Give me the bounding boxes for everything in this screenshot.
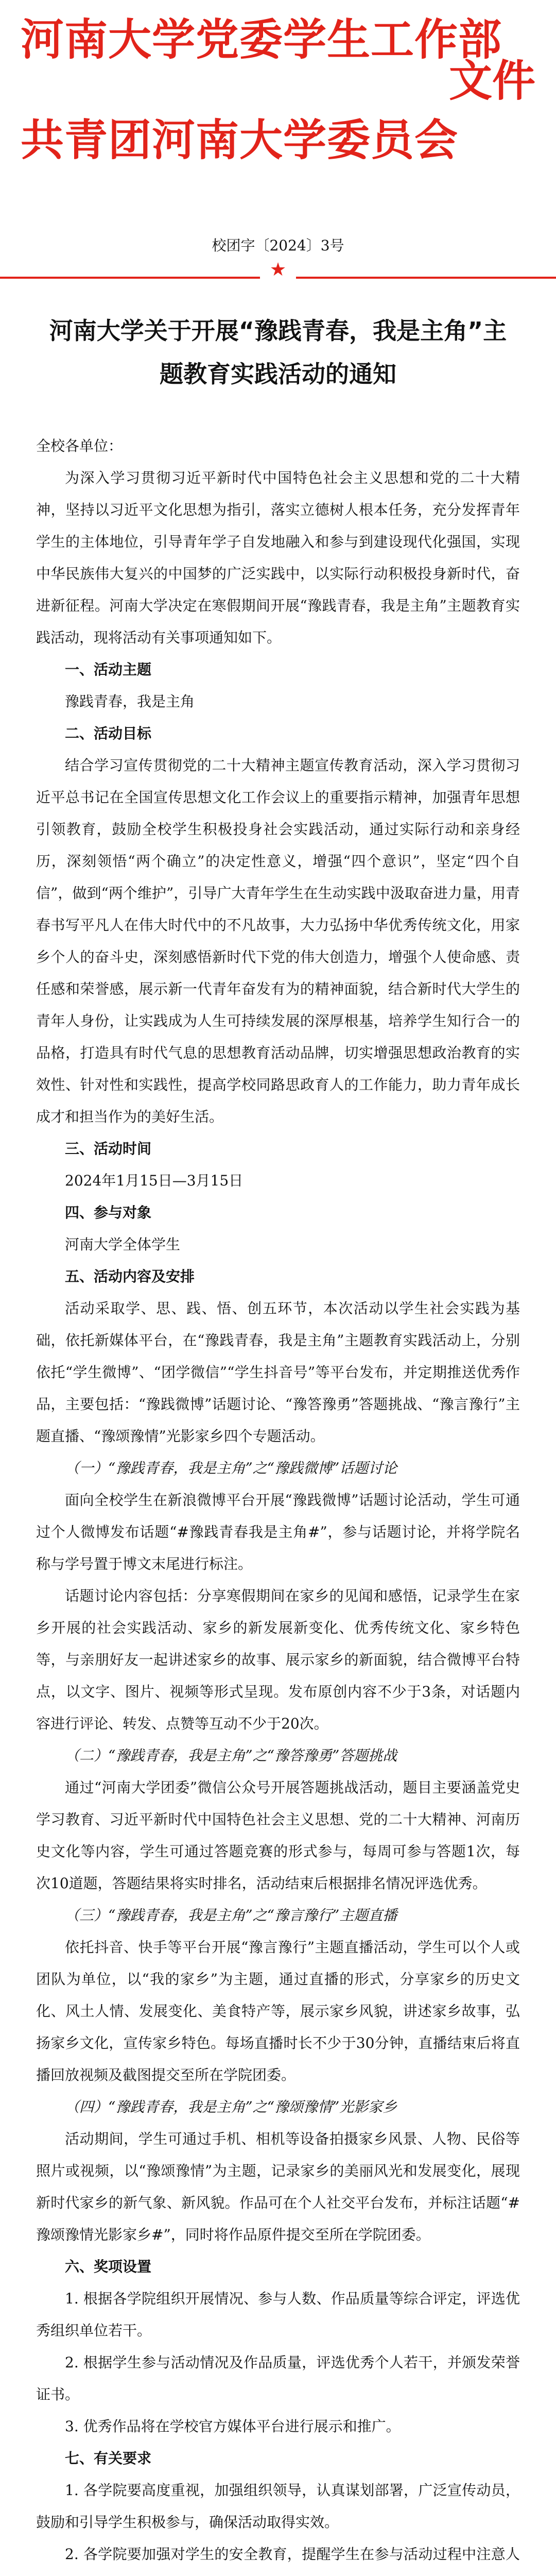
document-header	[0, 0, 556, 227]
body-paragraph: 结合学习宣传贯彻党的二十大精神主题宣传教育活动，深入学习贯彻习近平总书记在全国宣传思想文化工作会议上的重要指示精神，加强青年思想引领教育，鼓励全校学生积极投身社会实践活动，通过实际行动和亲身经历，深刻领悟“两个确立”的决定性意义，增强“四个意识”，坚定“四个自信”，做到“两个维护”，引导广大青年学生在生动实践中汲取奋进力量，用青春书写平凡人在伟大时代中的不凡故事，大力弘扬中华优秀传统文化，用家乡个人的奋斗史，深刻感悟新时代下党的伟大创造力，增强个人使命感、责任感和荣誉感，展示新一代青年奋发有为的精神面貌，结合新时代大学生的青年人身份，让实践成为人生可持续发展的深厚根基，培养学生知行合一的品格，打造具有时代气息的思想教育活动品牌，切实增强思想政治教育的实效性、针对性和实践性，提高学校同路思政育人的工作能力，助力青年成长成才和担当作为的美好生活。	[36, 757, 520, 1125]
section-heading: 三、活动时间	[65, 1140, 152, 1157]
document-label: 文件	[448, 56, 535, 106]
subsection-heading: （三）“豫践青春，我是主角”之“豫言豫行”主题直播	[65, 1907, 397, 1924]
document-body	[36, 430, 520, 2576]
body-paragraph: 通过“河南大学团委”微信公众号开展答题挑战活动，题目主要涵盖党史学习教育、习近平新时代中国特色社会主义思想、党的二十大精神、河南历史文化等内容，学生可通过答题竞赛的形式参与，每周可参与答题1次，每次10道题，答题结果将实时排名，活动结束后根据排名情况评选优秀。	[36, 1779, 520, 1892]
salutation: 全校各单位：	[36, 437, 123, 454]
body-paragraph: 依托抖音、快手等平台开展“豫言豫行”主题直播活动，学生可以个人或团队为单位，以“我的家乡”为主题，通过直播的形式，分享家乡的历史文化、风土人情、发展变化、美食特产等，展示家乡风貌，讲述家乡故事，弘扬家乡文化，宣传家乡特色。每场直播时长不少于30分钟，直播结束后将直播回放视频及截图提交至所在学院团委。	[36, 1939, 520, 2083]
document-title: 河南大学关于开展“豫践青春，我是主角”主题教育实践活动的通知	[49, 317, 507, 388]
header-divider-right	[296, 277, 556, 279]
body-paragraph: 1. 各学院要高度重视，加强组织领导，认真谋划部署，广泛宣传动员，鼓励和引导学生积极参与，确保活动取得实效。	[36, 2482, 520, 2531]
body-paragraph: 为深入学习贯彻习近平新时代中国特色社会主义思想和党的二十大精神，坚持以习近平文化思想为指引，落实立德树人根本任务，充分发挥青年学生的主体地位，引导青年学子自发地融入和参与到建设现代化强国，实现中华民族伟大复兴的中国梦的广泛实践中，以实际行动积极投身新时代，奋进新征程。河南大学决定在寒假期间开展“豫践青春，我是主角”主题教育实践活动，现将活动有关事项通知如下。	[36, 469, 520, 646]
header-divider-left	[0, 277, 260, 279]
star-icon: ★	[269, 259, 287, 280]
body-paragraph: 1. 根据各学院组织开展情况、参与人数、作品质量等综合评定，评选优秀组织单位若干。	[36, 2290, 520, 2339]
issuing-org-line-1: 河南大学党委学生工作部	[21, 14, 502, 65]
body-paragraph: 2. 根据学生参与活动情况及作品质量，评选优秀个人若干，并颁发荣誉证书。	[36, 2354, 520, 2403]
body-paragraph: 3. 优秀作品将在学校官方媒体平台进行展示和推广。	[65, 2418, 401, 2435]
section-heading: 四、参与对象	[65, 1204, 152, 1221]
body-paragraph: 话题讨论内容包括：分享寒假期间在家乡的见闻和感悟，记录学生在家乡开展的社会实践活动、家乡的新发展新变化、优秀传统文化、家乡特色等，与亲朋好友一起讲述家乡的故事、展示家乡的新面貌，结合微博平台特点，以文字、图片、视频等形式呈现。发布原创内容不少于3条，对话题内容进行评论、转发、点赞等互动不少于20次。	[36, 1587, 520, 1732]
subsection-heading: （二）“豫践青春，我是主角”之“豫答豫勇”答题挑战	[65, 1747, 397, 1764]
body-paragraph: 2024年1月15日—3月15日	[65, 1172, 244, 1189]
body-paragraph: 河南大学全体学生	[65, 1236, 181, 1253]
section-heading: 一、活动主题	[65, 661, 152, 678]
section-heading: 五、活动内容及安排	[65, 1268, 195, 1285]
subsection-heading: （四）“豫践青春，我是主角”之“豫颂豫情”光影家乡	[65, 2098, 397, 2115]
body-paragraph: 活动期间，学生可通过手机、相机等设备拍摄家乡风景、人物、民俗等照片或视频，以“豫颂豫情”为主题，记录家乡的美丽风光和发展变化，展现新时代家乡的新气象、新风貌。作品可在个人社交平台发布，并标注话题“#豫颂豫情光影家乡#”，同时将作品原件提交至所在学院团委。	[36, 2130, 520, 2243]
section-heading: 六、奖项设置	[65, 2258, 152, 2275]
section-heading: 七、有关要求	[65, 2450, 152, 2467]
body-paragraph: 活动采取学、思、践、悟、创五环节，本次活动以学生社会实践为基础，依托新媒体平台，在“豫践青春，我是主角”主题教育实践活动上，分别依托“学生微博”、“团学微信”“学生抖音号”等平台发布，并定期推送优秀作品，主要包括：“豫践微博”话题讨论、“豫答豫勇”答题挑战、“豫言豫行”主题直播、“豫颂豫情”光影家乡四个专题活动。	[36, 1300, 520, 1445]
section-heading: 二、活动目标	[65, 725, 152, 742]
subsection-heading: （一）“豫践青春，我是主角”之“豫践微博”话题讨论	[65, 1460, 397, 1477]
body-paragraph: 2. 各学院要加强对学生的安全教育，提醒学生在参与活动过程中注意人	[65, 2546, 520, 2563]
issuing-org-line-2: 共青团河南大学委员会	[21, 115, 459, 165]
body-paragraph: 面向全校学生在新浪微博平台开展“豫践微博”话题讨论活动，学生可通过个人微博发布话题“#豫践青春我是主角#”，参与话题讨论，并将学院名称与学号置于博文末尾进行标注。	[36, 1492, 520, 1572]
document-number: 校团字〔2024〕3号	[212, 237, 344, 254]
body-paragraph: 豫践青春，我是主角	[65, 693, 195, 710]
